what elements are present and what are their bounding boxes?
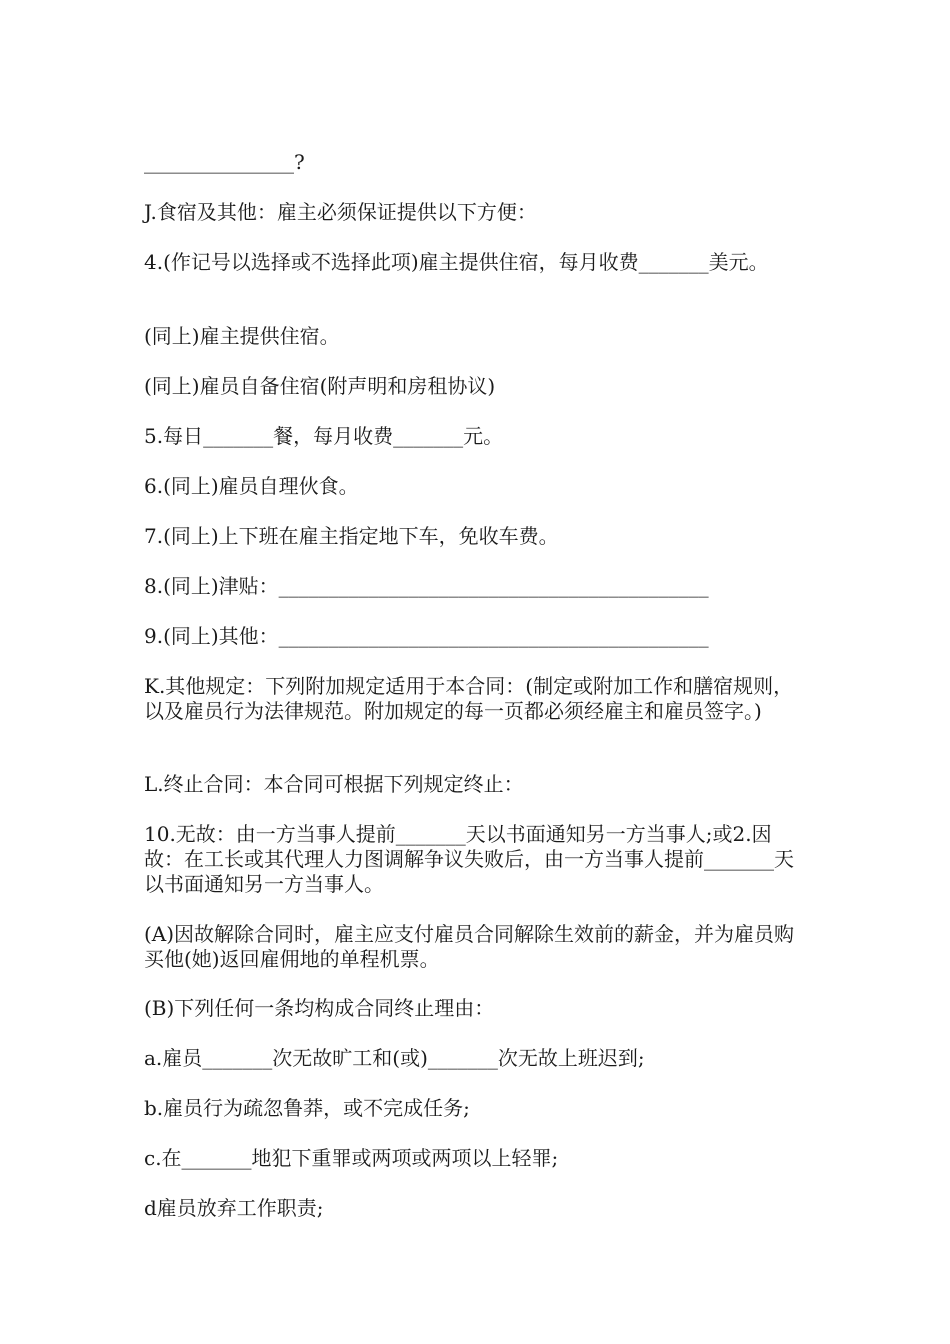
- item-employer-lodging: (同上)雇主提供住宿。: [144, 324, 340, 348]
- section-l-termination: L.终止合同：本合同可根据下列规定终止：: [144, 772, 524, 796]
- item-6-self-meals: 6.(同上)雇员自理伙食。: [144, 474, 359, 498]
- ground-d-abandonment: d雇员放弃工作职责;: [144, 1196, 324, 1220]
- clause-a-payment: (A)因故解除合同时，雇主应支付雇员合同解除生效前的薪金，并为雇员购买他(她)返回雇佣地的单程机票。: [144, 922, 795, 971]
- ground-b-negligence: b.雇员行为疏忽鲁莽，或不完成任务;: [144, 1096, 470, 1120]
- item-10-termination-notice: 10.无故：由一方当事人提前_______天以书面通知另一方当事人;或2.因故：在工长或其代理人力图调解争议失败后，由一方当事人提前_______天以书面通知另一方当事人。: [144, 822, 794, 896]
- item-4-lodging-fee: 4.(作记号以选择或不选择此项)雇主提供住宿，每月收费_______美元。: [144, 250, 769, 274]
- item-5-meals: 5.每日_______餐，每月收费_______元。: [144, 424, 504, 448]
- ground-a-absence: a.雇员_______次无故旷工和(或)_______次无故上班迟到;: [144, 1046, 645, 1070]
- item-7-transport: 7.(同上)上下班在雇主指定地下车，免收车费。: [144, 524, 559, 548]
- text-line-blank: _______________?: [144, 150, 305, 174]
- ground-c-crime: c.在_______地犯下重罪或两项或两项以上轻罪;: [144, 1146, 559, 1170]
- item-employee-lodging: (同上)雇员自备住宿(附声明和房租协议): [144, 374, 496, 398]
- item-8-allowance: 8.(同上)津贴：___________________________________________: [144, 574, 709, 598]
- section-k-other-rules: K.其他规定：下列附加规定适用于本合同：(制定或附加工作和膳宿规则，以及雇员行为法律规范。附加规定的每一页都必须经雇主和雇员签字。): [144, 674, 794, 723]
- section-j-heading: J.食宿及其他：雇主必须保证提供以下方便：: [144, 200, 537, 224]
- item-9-other: 9.(同上)其他：___________________________________________: [144, 624, 709, 648]
- clause-b-grounds: (B)下列任何一条均构成合同终止理由：: [144, 996, 495, 1020]
